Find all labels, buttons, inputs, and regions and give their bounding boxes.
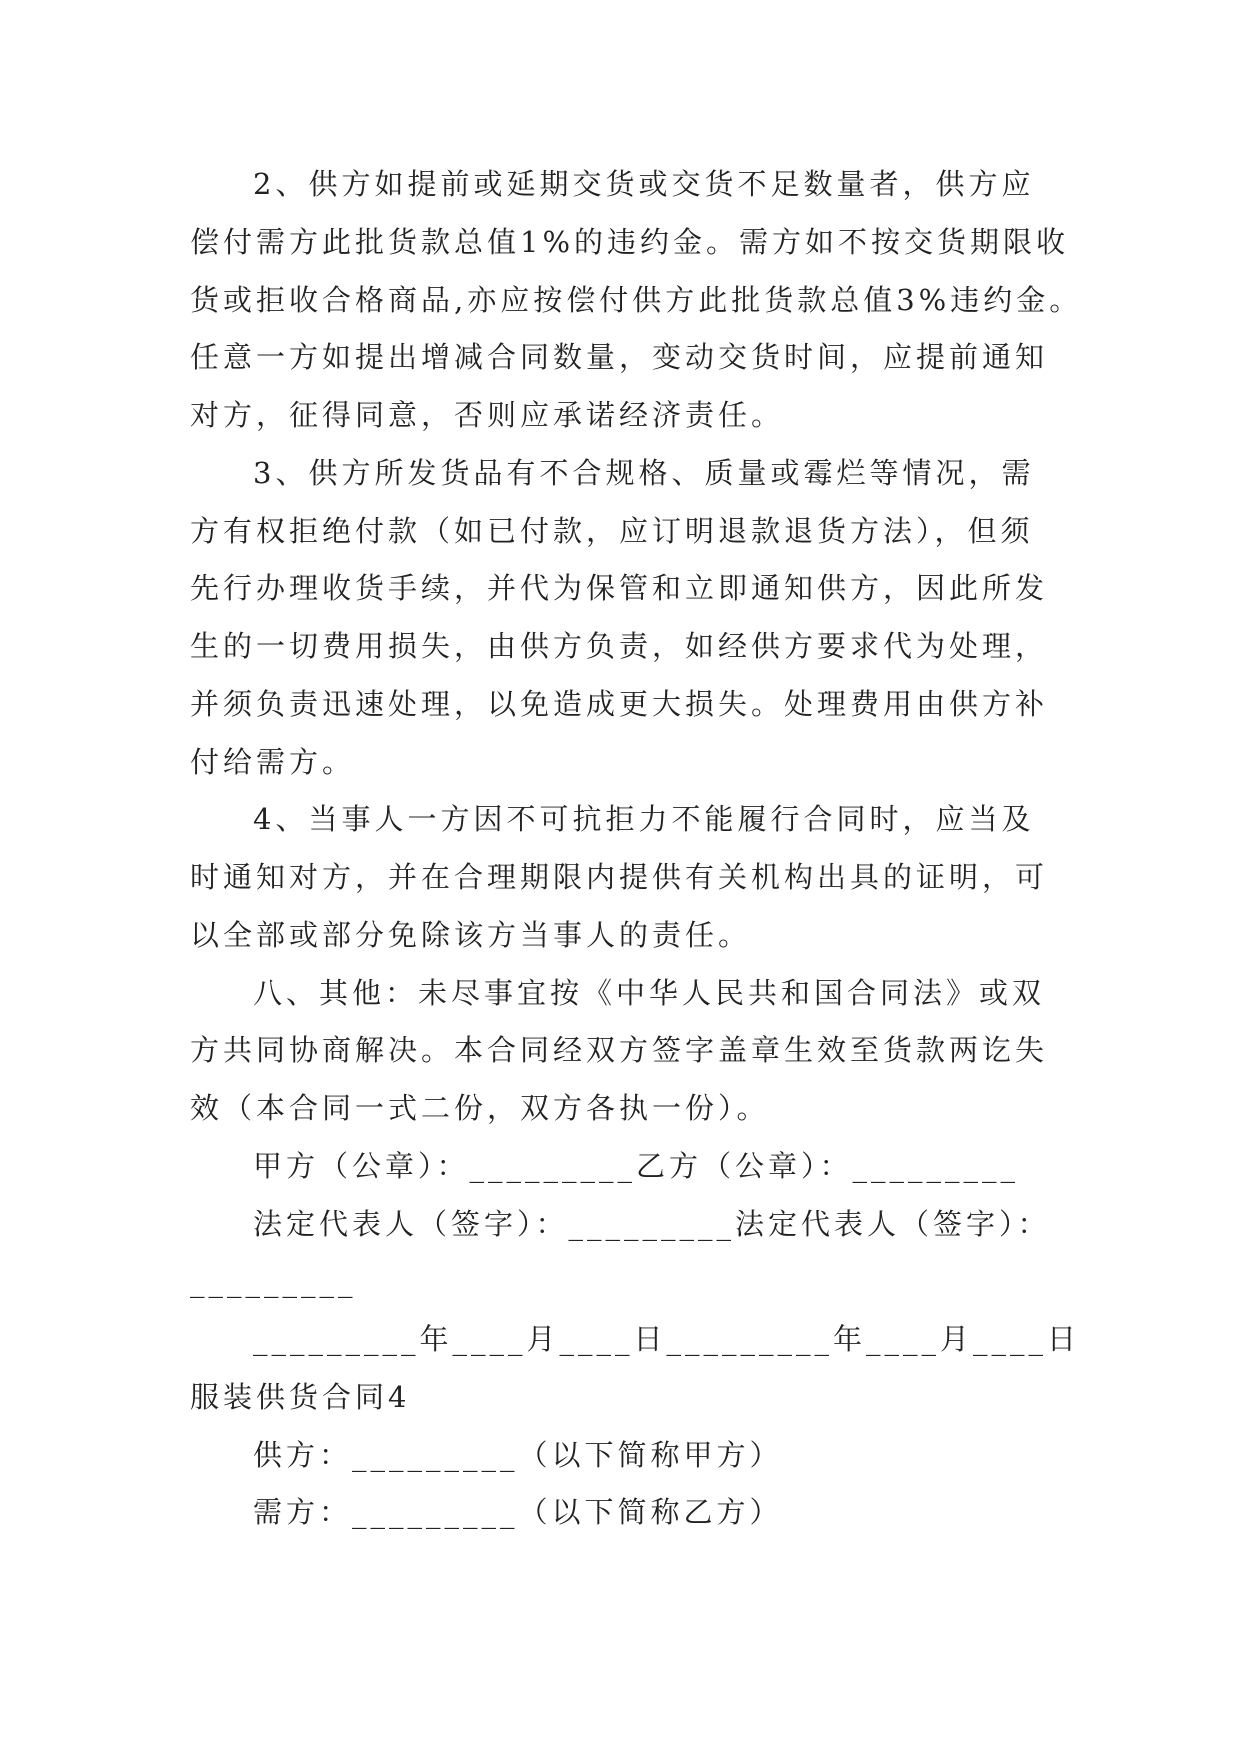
signature-line-seal: 甲方（公章）：_________乙方（公章）：_________: [253, 1149, 1020, 1183]
paragraph-line: 货或拒收合格商品,亦应按偿付供方此批货款总值3%违约金。: [190, 283, 1083, 317]
paragraph-line: 3、供方所发货品有不合规格、质量或霉烂等情况，需: [253, 456, 1035, 490]
paragraph-line: 并须负责迅速处理，以免造成更大损失。处理费用由供方补: [190, 687, 1049, 721]
paragraph-line: 时通知对方，并在合理期限内提供有关机构出具的证明，可: [190, 860, 1049, 894]
paragraph-line: 方共同协商解决。本合同经双方签字盖章生效至货款两讫失: [190, 1033, 1049, 1067]
paragraph-line: 以全部或部分免除该方当事人的责任。: [190, 918, 752, 952]
section-title: 服装供货合同4: [190, 1380, 411, 1414]
paragraph-line: 偿付需方此批货款总值1%的违约金。需方如不按交货期限收: [190, 225, 1070, 259]
party-buyer-line: 需方：_________（以下简称乙方）: [253, 1495, 783, 1529]
paragraph-line: 对方，征得同意，否则应承诺经济责任。: [190, 398, 785, 432]
signature-blank: _________: [190, 1264, 357, 1298]
date-line: _________年____月____日_________年____月____日: [253, 1322, 1081, 1356]
paragraph-line: 付给需方。: [190, 745, 356, 779]
paragraph-line: 方有权拒绝付款（如已付款，应订明退款退货方法），但须: [190, 514, 1034, 548]
paragraph-line: 先行办理收货手续，并代为保管和立即通知供方，因此所发: [190, 571, 1049, 605]
paragraph-line: 2、供方如提前或延期交货或交货不足数量者，供方应: [253, 167, 1035, 201]
signature-line-representative: 法定代表人（签字）：_________法定代表人（签字）：: [253, 1207, 1051, 1241]
paragraph-line: 任意一方如提出增减合同数量，变动交货时间，应提前通知: [190, 340, 1049, 374]
paragraph-line: 4、当事人一方因不可抗拒力不能履行合同时，应当及: [253, 802, 1035, 836]
paragraph-line: 八、其他：未尽事宜按《中华人民共和国合同法》或双: [253, 976, 1046, 1010]
paragraph-line: 生的一切费用损失，由供方负责，如经供方要求代为处理，: [190, 629, 1049, 663]
paragraph-line: 效（本合同一式二份，双方各执一份）。: [190, 1091, 770, 1125]
party-supplier-line: 供方：_________（以下简称甲方）: [253, 1438, 783, 1472]
